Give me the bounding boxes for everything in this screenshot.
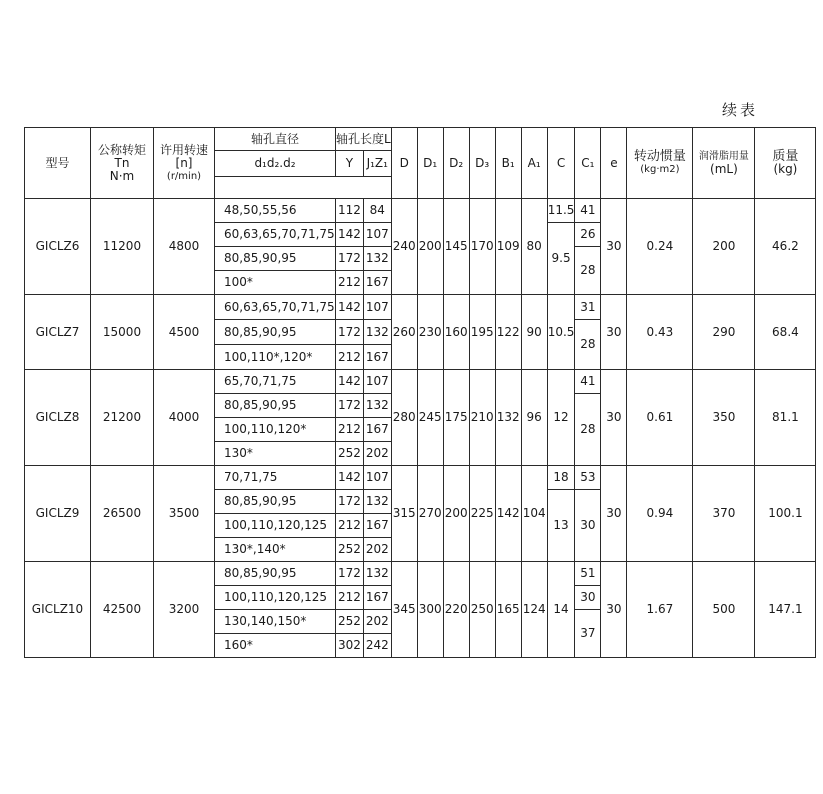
bore-cell: 130*,140* <box>215 538 336 562</box>
bore-cell: 100,110*,120* <box>215 345 336 370</box>
speed-cell: 3200 <box>154 562 215 658</box>
D3-cell: 225 <box>469 466 495 562</box>
e-cell: 30 <box>601 562 627 658</box>
model-cell: GICLZ10 <box>25 562 91 658</box>
y-cell: 172 <box>336 490 364 514</box>
header-hub-length: 轴孔长度L <box>336 128 392 151</box>
D3-cell: 210 <box>469 370 495 466</box>
y-cell: 212 <box>336 418 364 442</box>
y-cell: 172 <box>336 562 364 586</box>
D1-cell: 245 <box>417 370 443 466</box>
jz-cell: 167 <box>363 586 391 610</box>
C1-cell: 30 <box>575 490 601 562</box>
y-cell: 212 <box>336 514 364 538</box>
C-cell: 13 <box>547 490 575 562</box>
C-cell: 14 <box>547 562 575 658</box>
jz-cell: 202 <box>363 610 391 634</box>
bore-cell: 80,85,90,95 <box>215 490 336 514</box>
table-caption: 续表 <box>722 101 759 119</box>
header-grease: 润滑脂用量 (mL) <box>693 128 755 199</box>
D2-cell: 220 <box>443 562 469 658</box>
inertia-cell: 0.61 <box>627 370 693 466</box>
inertia-cell: 0.94 <box>627 466 693 562</box>
D-cell: 240 <box>391 199 417 295</box>
D2-cell: 200 <box>443 466 469 562</box>
B1-cell: 109 <box>495 199 521 295</box>
grease-cell: 200 <box>693 199 755 295</box>
torque-cell: 11200 <box>91 199 154 295</box>
jz-cell: 107 <box>363 223 391 247</box>
header-blank <box>215 177 392 199</box>
grease-cell: 370 <box>693 466 755 562</box>
jz-cell: 107 <box>363 466 391 490</box>
header-C: C <box>547 128 575 199</box>
y-cell: 172 <box>336 394 364 418</box>
D1-cell: 200 <box>417 199 443 295</box>
C-cell: 18 <box>547 466 575 490</box>
y-cell: 252 <box>336 538 364 562</box>
table-row <box>25 562 816 586</box>
y-cell: 112 <box>336 199 364 223</box>
A1-cell: 80 <box>521 199 547 295</box>
jz-cell: 167 <box>363 514 391 538</box>
D1-cell: 270 <box>417 466 443 562</box>
C-cell: 12 <box>547 370 575 466</box>
bore-cell: 100,110,120,125 <box>215 586 336 610</box>
y-cell: 212 <box>336 586 364 610</box>
bore-cell: 60,63,65,70,71,75 <box>215 295 336 320</box>
model-cell: GICLZ7 <box>25 295 91 370</box>
grease-cell: 500 <box>693 562 755 658</box>
grease-cell: 350 <box>693 370 755 466</box>
inertia-cell: 0.43 <box>627 295 693 370</box>
bore-cell: 130,140,150* <box>215 610 336 634</box>
D3-cell: 170 <box>469 199 495 295</box>
header-C1: C₁ <box>575 128 601 199</box>
torque-cell: 21200 <box>91 370 154 466</box>
e-cell: 30 <box>601 199 627 295</box>
inertia-cell: 1.67 <box>627 562 693 658</box>
header-bore-sub: d₁d₂.d₂ <box>215 151 336 177</box>
B1-cell: 132 <box>495 370 521 466</box>
mass-cell: 68.4 <box>755 295 816 370</box>
C-cell: 9.5 <box>547 223 575 295</box>
speed-cell: 4500 <box>154 295 215 370</box>
mass-cell: 46.2 <box>755 199 816 295</box>
C1-cell: 26 <box>575 223 601 247</box>
C1-cell: 28 <box>575 247 601 295</box>
bore-cell: 130* <box>215 442 336 466</box>
D-cell: 260 <box>391 295 417 370</box>
header-D3: D₃ <box>469 128 495 199</box>
header-jz: J₁Z₁ <box>363 151 391 177</box>
B1-cell: 122 <box>495 295 521 370</box>
bore-cell: 80,85,90,95 <box>215 562 336 586</box>
jz-cell: 167 <box>363 418 391 442</box>
y-cell: 142 <box>336 466 364 490</box>
bore-cell: 65,70,71,75 <box>215 370 336 394</box>
e-cell: 30 <box>601 466 627 562</box>
D2-cell: 145 <box>443 199 469 295</box>
table-row <box>25 199 816 223</box>
bore-cell: 100,110,120* <box>215 418 336 442</box>
model-cell: GICLZ9 <box>25 466 91 562</box>
A1-cell: 104 <box>521 466 547 562</box>
bore-cell: 48,50,55,56 <box>215 199 336 223</box>
mass-cell: 81.1 <box>755 370 816 466</box>
bore-cell: 160* <box>215 634 336 658</box>
C1-cell: 41 <box>575 370 601 394</box>
coupling-spec-table <box>24 127 816 658</box>
header-inertia: 转动惯量 (kg·m2) <box>627 128 693 199</box>
C1-cell: 31 <box>575 295 601 320</box>
header-model: 型号 <box>25 128 91 199</box>
bore-cell: 80,85,90,95 <box>215 247 336 271</box>
torque-cell: 42500 <box>91 562 154 658</box>
table-row <box>25 466 816 490</box>
jz-cell: 107 <box>363 295 391 320</box>
header-y: Y <box>336 151 364 177</box>
inertia-cell: 0.24 <box>627 199 693 295</box>
jz-cell: 107 <box>363 370 391 394</box>
D2-cell: 160 <box>443 295 469 370</box>
bore-cell: 60,63,65,70,71,75 <box>215 223 336 247</box>
e-cell: 30 <box>601 295 627 370</box>
mass-cell: 100.1 <box>755 466 816 562</box>
header-A1: A₁ <box>521 128 547 199</box>
header-bore: 轴孔直径 <box>215 128 336 151</box>
bore-cell: 100* <box>215 271 336 295</box>
model-cell: GICLZ8 <box>25 370 91 466</box>
D1-cell: 230 <box>417 295 443 370</box>
C1-cell: 28 <box>575 320 601 370</box>
header-D1: D₁ <box>417 128 443 199</box>
y-cell: 172 <box>336 320 364 345</box>
C1-cell: 28 <box>575 394 601 466</box>
jz-cell: 202 <box>363 442 391 466</box>
grease-cell: 290 <box>693 295 755 370</box>
C-cell: 11.5 <box>547 199 575 223</box>
jz-cell: 132 <box>363 562 391 586</box>
A1-cell: 90 <box>521 295 547 370</box>
D1-cell: 300 <box>417 562 443 658</box>
header-e: e <box>601 128 627 199</box>
y-cell: 212 <box>336 345 364 370</box>
torque-cell: 15000 <box>91 295 154 370</box>
C1-cell: 30 <box>575 586 601 610</box>
y-cell: 252 <box>336 442 364 466</box>
y-cell: 252 <box>336 610 364 634</box>
speed-cell: 4000 <box>154 370 215 466</box>
jz-cell: 132 <box>363 490 391 514</box>
jz-cell: 242 <box>363 634 391 658</box>
speed-cell: 3500 <box>154 466 215 562</box>
D3-cell: 195 <box>469 295 495 370</box>
table-row <box>25 295 816 320</box>
header-mass: 质量 (kg) <box>755 128 816 199</box>
D-cell: 345 <box>391 562 417 658</box>
y-cell: 212 <box>336 271 364 295</box>
D3-cell: 250 <box>469 562 495 658</box>
C1-cell: 51 <box>575 562 601 586</box>
y-cell: 142 <box>336 295 364 320</box>
header-D: D <box>391 128 417 199</box>
model-cell: GICLZ6 <box>25 199 91 295</box>
jz-cell: 132 <box>363 394 391 418</box>
bore-cell: 80,85,90,95 <box>215 320 336 345</box>
bore-cell: 80,85,90,95 <box>215 394 336 418</box>
mass-cell: 147.1 <box>755 562 816 658</box>
table-row <box>25 370 816 394</box>
y-cell: 302 <box>336 634 364 658</box>
bore-cell: 70,71,75 <box>215 466 336 490</box>
y-cell: 142 <box>336 223 364 247</box>
D2-cell: 175 <box>443 370 469 466</box>
y-cell: 172 <box>336 247 364 271</box>
C1-cell: 41 <box>575 199 601 223</box>
speed-cell: 4800 <box>154 199 215 295</box>
A1-cell: 124 <box>521 562 547 658</box>
B1-cell: 142 <box>495 466 521 562</box>
A1-cell: 96 <box>521 370 547 466</box>
jz-cell: 167 <box>363 271 391 295</box>
C-cell: 10.5 <box>547 295 575 370</box>
jz-cell: 132 <box>363 247 391 271</box>
e-cell: 30 <box>601 370 627 466</box>
jz-cell: 132 <box>363 320 391 345</box>
y-cell: 142 <box>336 370 364 394</box>
C1-cell: 53 <box>575 466 601 490</box>
header-speed: 许用转速 [n] (r/min) <box>154 128 215 199</box>
D-cell: 280 <box>391 370 417 466</box>
jz-cell: 84 <box>363 199 391 223</box>
jz-cell: 202 <box>363 538 391 562</box>
D-cell: 315 <box>391 466 417 562</box>
header-torque: 公称转矩 Tn N·m <box>91 128 154 199</box>
B1-cell: 165 <box>495 562 521 658</box>
C1-cell: 37 <box>575 610 601 658</box>
header-B1: B₁ <box>495 128 521 199</box>
torque-cell: 26500 <box>91 466 154 562</box>
jz-cell: 167 <box>363 345 391 370</box>
header-D2: D₂ <box>443 128 469 199</box>
bore-cell: 100,110,120,125 <box>215 514 336 538</box>
